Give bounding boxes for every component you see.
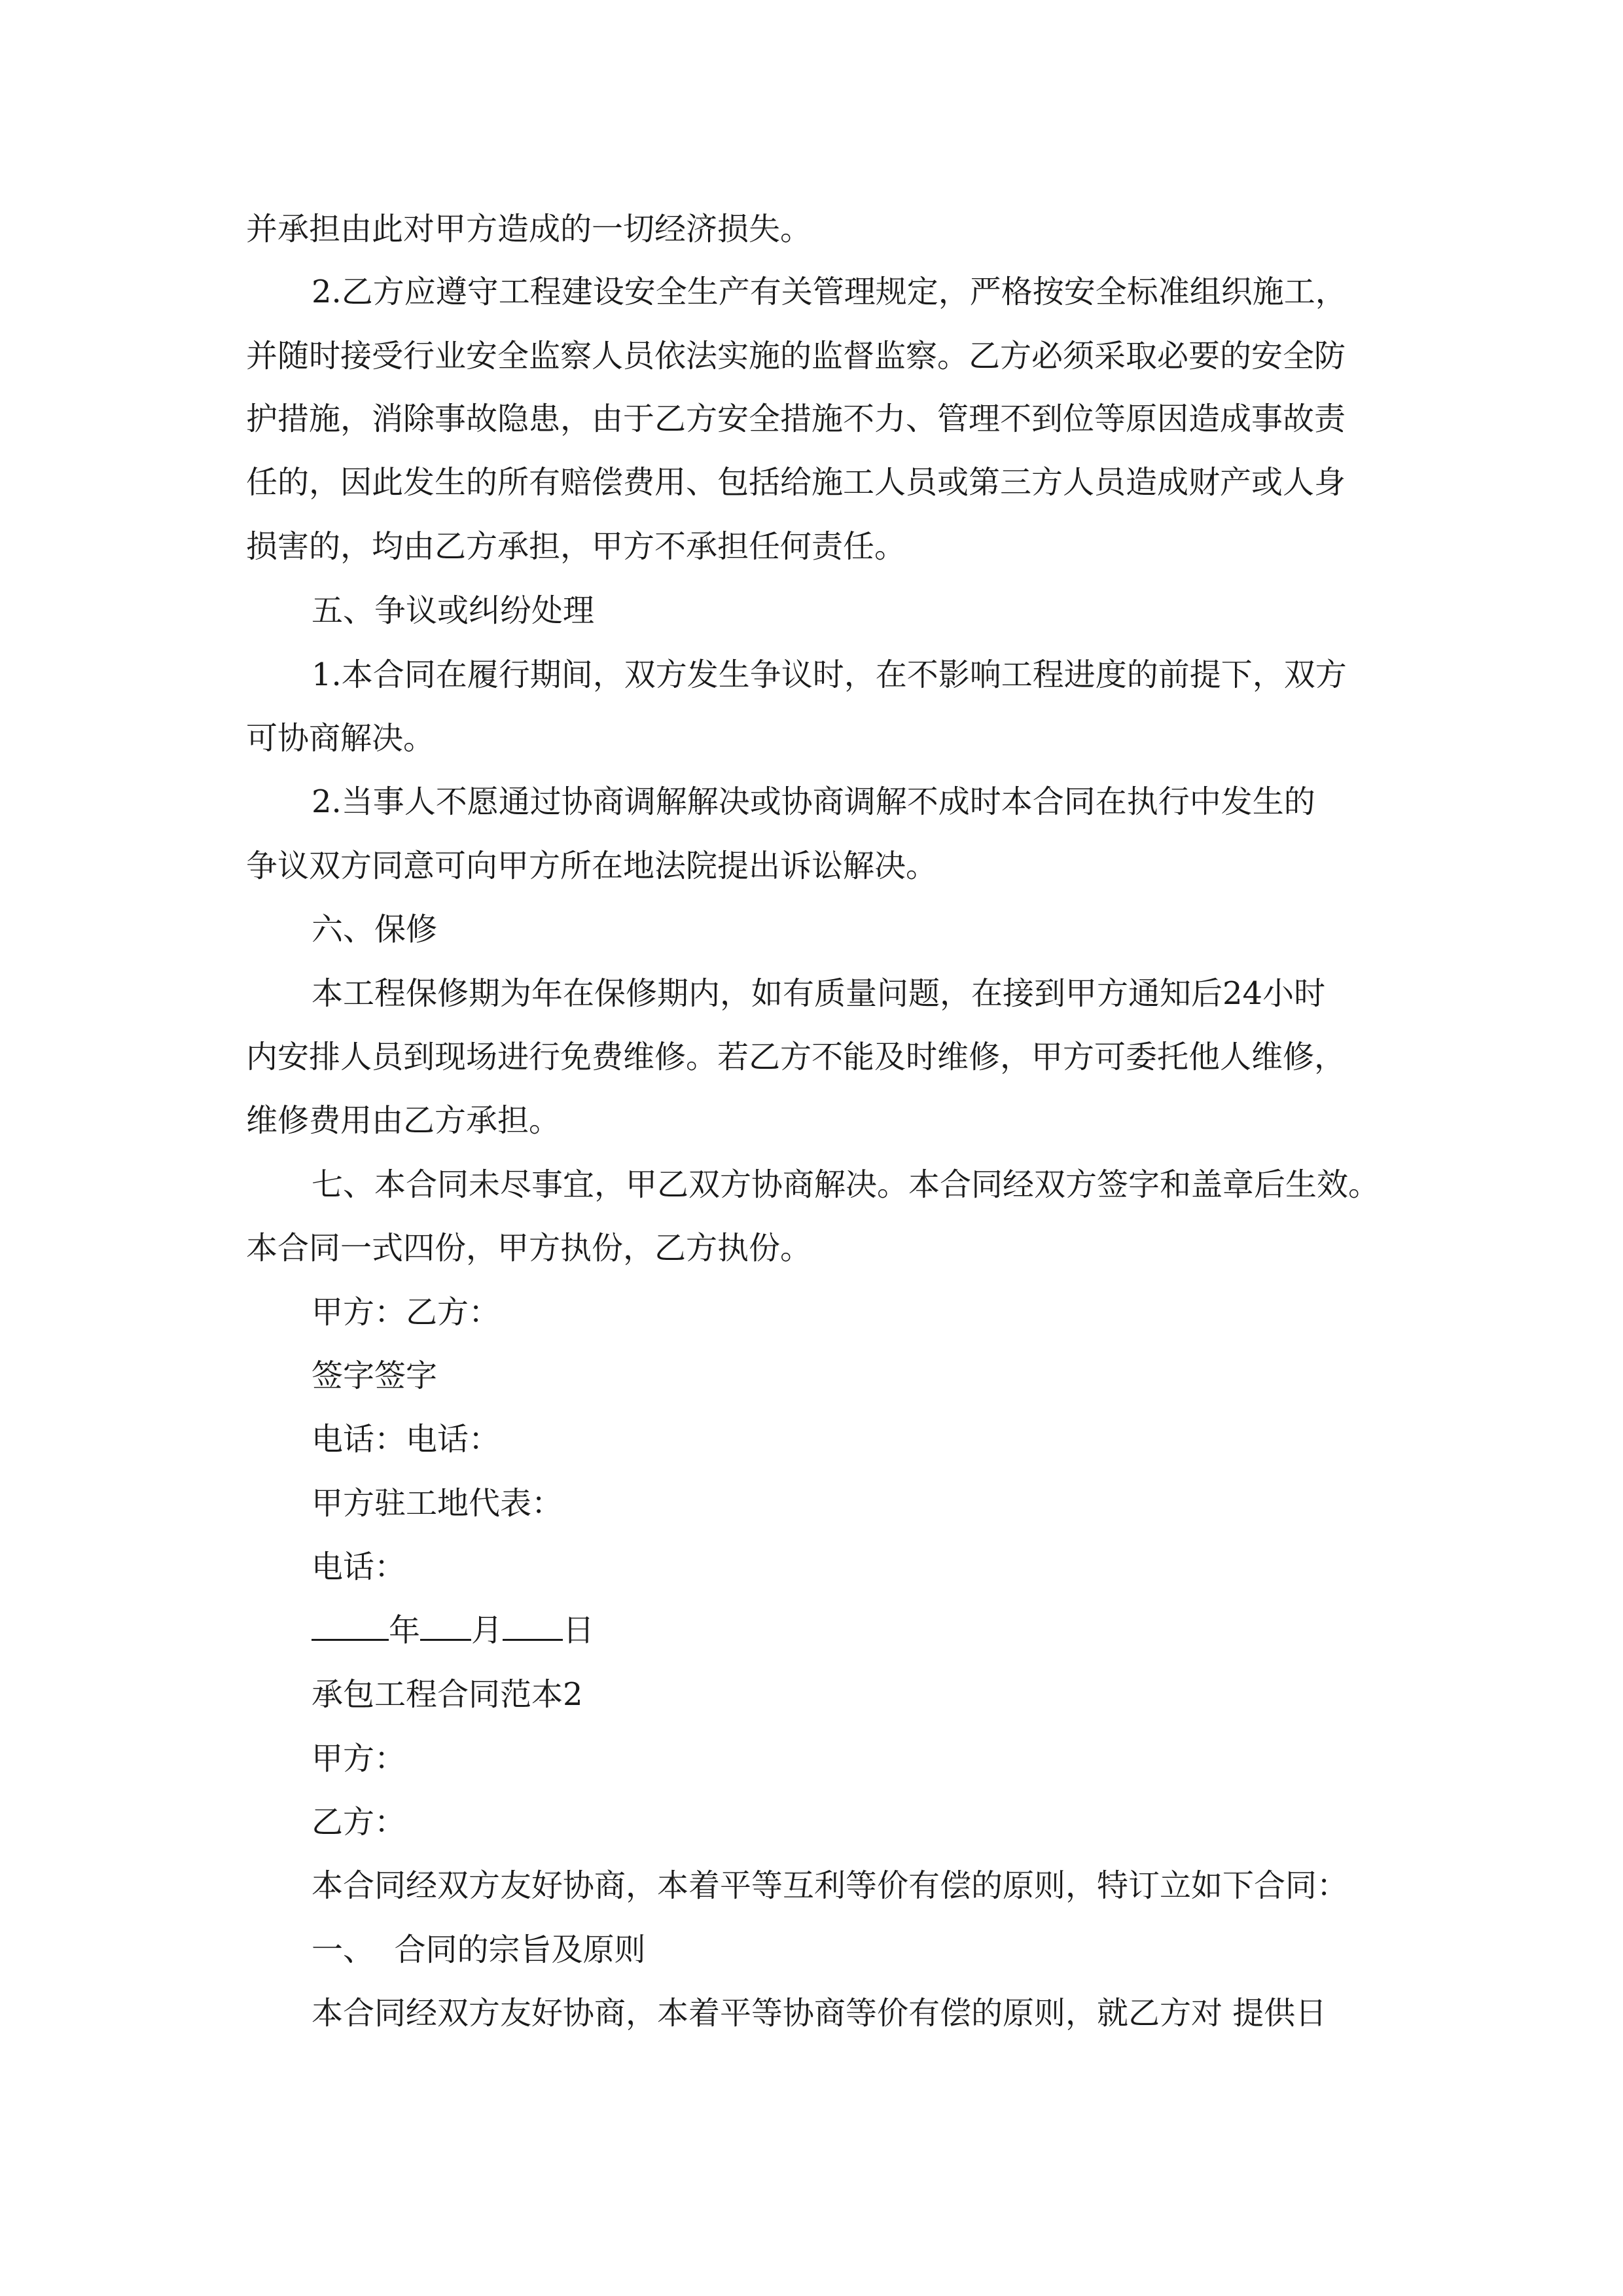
signature-line: 签字签字 — [312, 1357, 438, 1394]
signature-line: 甲方驻工地代表： — [312, 1485, 563, 1522]
paragraph-line: 本合同经双方友好协商，本着平等互利等价有偿的原则，特订立如下合同： — [312, 1867, 1349, 1904]
paragraph-line: 并随时接受行业安全监察人员依法实施的监督监察。乙方必须采取必要的安全防 — [246, 338, 1346, 374]
section-heading: 五、争议或纠纷处理 — [312, 592, 595, 629]
party-line: 乙方： — [312, 1804, 406, 1840]
contract-title: 承包工程合同范本2 — [312, 1676, 583, 1713]
year-blank — [312, 1610, 389, 1641]
paragraph-line: 七、本合同未尽事宜，甲乙双方协商解决。本合同经双方签字和盖章后生效。 — [312, 1166, 1380, 1203]
paragraph-line: 内安排人员到现场进行免费维修。若乙方不能及时维修，甲方可委托他人维修， — [246, 1039, 1346, 1075]
paragraph-line: 2.当事人不愿通过协商调解解决或协商调解不成时本合同在执行中发生的 — [312, 783, 1315, 820]
paragraph-line: 2.乙方应遵守工程建设安全生产有关管理规定，严格按安全标准组织施工， — [312, 274, 1347, 310]
date-line — [312, 1609, 594, 1651]
signature-line: 电话： — [312, 1549, 406, 1585]
day-label: 日 — [563, 1612, 595, 1649]
year-label: 年 — [389, 1612, 421, 1649]
signature-line: 甲方：乙方： — [312, 1294, 501, 1331]
paragraph-line: 可协商解决。 — [246, 720, 435, 757]
party-line: 甲方： — [312, 1740, 406, 1777]
month-blank — [420, 1610, 471, 1641]
day-blank — [503, 1610, 563, 1641]
paragraph-line: 本工程保修期为年在保修期内，如有质量问题，在接到甲方通知后24小时 — [312, 975, 1326, 1012]
paragraph-line: 护措施，消除事故隐患，由于乙方安全措施不力、管理不到位等原因造成事故责 — [246, 401, 1346, 437]
paragraph-line: 争议双方同意可向甲方所在地法院提出诉讼解决。 — [246, 848, 938, 884]
paragraph-line: 维修费用由乙方承担。 — [246, 1102, 561, 1139]
paragraph-line: 损害的，均由乙方承担，甲方不承担任何责任。 — [246, 528, 906, 565]
paragraph-line: 1.本合同在履行期间，双方发生争议时，在不影响工程进度的前提下，双方 — [312, 656, 1347, 693]
paragraph-line: 本合同经双方友好协商，本着平等协商等价有偿的原则，就乙方对 提供日 — [312, 1995, 1327, 2032]
section-heading: 六、保修 — [312, 911, 438, 948]
paragraph-line: 任的，因此发生的所有赔偿费用、包括给施工人员或第三方人员造成财产或人身 — [246, 464, 1346, 501]
section-heading: 一、 合同的宗旨及原则 — [312, 1931, 646, 1968]
paragraph-line: 并承担由此对甲方造成的一切经济损失。 — [246, 211, 812, 247]
paragraph-line: 本合同一式四份，甲方执份，乙方执份。 — [246, 1230, 812, 1266]
signature-line: 电话：电话： — [312, 1421, 501, 1458]
month-label: 月 — [471, 1612, 503, 1649]
